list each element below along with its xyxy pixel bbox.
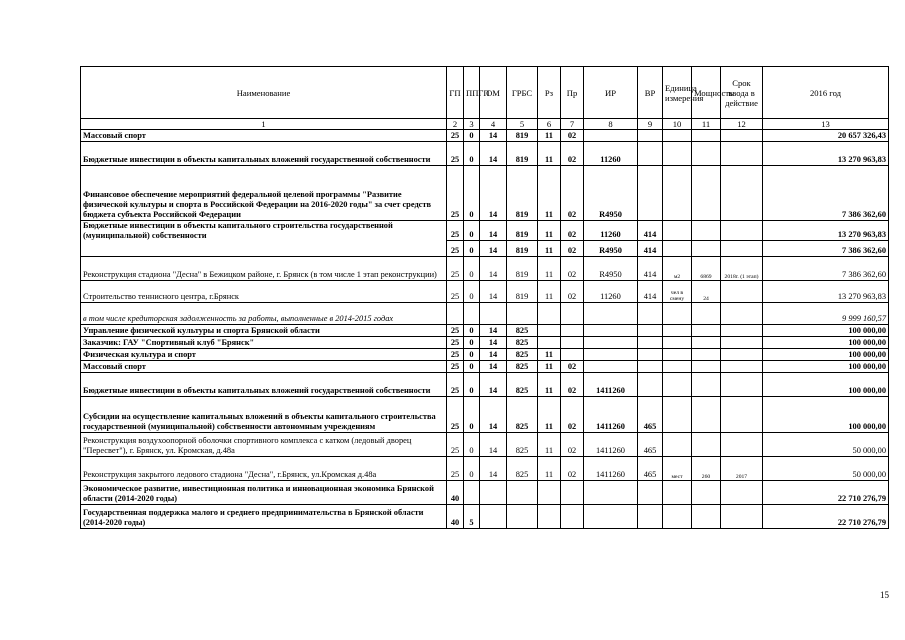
cell-term: [721, 373, 763, 397]
cell-om: 14: [480, 281, 507, 303]
cell-amount: 7 386 362,60: [763, 166, 889, 221]
header-cell: ИР: [584, 67, 638, 119]
column-number-cell: 6: [538, 119, 561, 130]
column-number-cell: 8: [584, 119, 638, 130]
table-row: [81, 257, 889, 281]
row-name: Управление физической культуры и спорта Брянской области: [81, 325, 447, 337]
cell-vr: [638, 325, 663, 337]
cell-pr: 02: [561, 397, 584, 433]
cell-amount: 100 000,00: [763, 337, 889, 349]
row-name: Бюджетные инвестиции в объекты капитального строительства государственной (муниципальной) собственности: [81, 221, 447, 257]
cell-amount: 100 000,00: [763, 349, 889, 361]
table-row: [81, 337, 889, 349]
cell-unit: [663, 241, 692, 257]
row-name: Государственная поддержка малого и среднего предпринимательства в Брянской области (2014-2020 годы): [81, 505, 447, 529]
cell-rz: 11: [538, 281, 561, 303]
cell-ppgp: 0: [464, 281, 480, 303]
cell-pr: [561, 505, 584, 529]
cell-ir: 1411260: [584, 397, 638, 433]
row-name: Экономическое развитие, инвестиционная политика и инновационная экономика Брянской области (2014-2020 годы): [81, 481, 447, 505]
header-cell: ГП: [447, 67, 464, 119]
cell-power: [692, 373, 721, 397]
cell-term: [721, 303, 763, 325]
row-name: Бюджетные инвестиции в объекты капитальных вложений государственной собственности: [81, 373, 447, 397]
cell-grbs: 819: [507, 241, 538, 257]
cell-term: [721, 281, 763, 303]
cell-vr: 414: [638, 221, 663, 241]
cell-amount: 100 000,00: [763, 397, 889, 433]
cell-vr: 414: [638, 257, 663, 281]
cell-ir: [584, 325, 638, 337]
cell-ppgp: 0: [464, 325, 480, 337]
cell-ir: R4950: [584, 241, 638, 257]
cell-unit: [663, 505, 692, 529]
cell-gp: 25: [447, 433, 464, 457]
row-name: Субсидии на осуществление капитальных вложений в объекты капитального строительства государственной (муниципальной) собственности автономным учреждениям: [81, 397, 447, 433]
cell-rz: 11: [538, 257, 561, 281]
cell-pr: [561, 303, 584, 325]
cell-ir: 1411260: [584, 433, 638, 457]
cell-term: [721, 142, 763, 166]
cell-gp: 25: [447, 257, 464, 281]
cell-gp: 25: [447, 373, 464, 397]
cell-power: [692, 142, 721, 166]
cell-pr: 02: [561, 221, 584, 241]
cell-ppgp: 0: [464, 373, 480, 397]
cell-gp: 25: [447, 130, 464, 142]
cell-grbs: [507, 303, 538, 325]
cell-unit: [663, 130, 692, 142]
cell-vr: [638, 349, 663, 361]
table-row: [81, 505, 889, 529]
cell-grbs: 819: [507, 166, 538, 221]
row-name: Финансовое обеспечение мероприятий федеральной целевой программы "Развитие физической культуры и спорта в Российской Федерации на 2016-2020 годы" за счет средств бюджета субъекта Российской Федерации: [81, 166, 447, 221]
cell-unit: м2: [663, 257, 692, 281]
cell-unit: [663, 433, 692, 457]
cell-amount: 100 000,00: [763, 373, 889, 397]
cell-vr: 414: [638, 241, 663, 257]
cell-ir: [584, 337, 638, 349]
column-number-cell: 1: [81, 119, 447, 130]
cell-gp: 25: [447, 349, 464, 361]
cell-pr: 02: [561, 241, 584, 257]
cell-ir: 1411260: [584, 373, 638, 397]
cell-power: [692, 481, 721, 505]
cell-gp: [447, 303, 464, 325]
row-name: Бюджетные инвестиции в объекты капитальных вложений государственной собственности: [81, 142, 447, 166]
row-name: в том числе кредиторская задолженность за работы, выполненные в 2014-2015 годах: [81, 303, 447, 325]
cell-om: 14: [480, 142, 507, 166]
cell-power: [692, 433, 721, 457]
table-row: [81, 457, 889, 481]
cell-grbs: 819: [507, 257, 538, 281]
cell-unit: чел в смену: [663, 281, 692, 303]
cell-unit: [663, 142, 692, 166]
cell-om: 14: [480, 325, 507, 337]
cell-power: 260: [692, 457, 721, 481]
cell-rz: 11: [538, 142, 561, 166]
cell-grbs: 825: [507, 433, 538, 457]
cell-unit: [663, 337, 692, 349]
cell-ppgp: 0: [464, 166, 480, 221]
cell-power: [692, 130, 721, 142]
cell-pr: 02: [561, 142, 584, 166]
cell-ir: [584, 481, 638, 505]
cell-unit: [663, 221, 692, 241]
table-header: [81, 67, 889, 130]
cell-ir: 1411260: [584, 457, 638, 481]
cell-ir: R4950: [584, 257, 638, 281]
cell-om: 14: [480, 130, 507, 142]
cell-pr: 02: [561, 130, 584, 142]
cell-amount: 22 710 276,79: [763, 481, 889, 505]
cell-grbs: 819: [507, 130, 538, 142]
cell-ppgp: 0: [464, 457, 480, 481]
cell-term: [721, 221, 763, 241]
table-row: [81, 221, 889, 241]
table-row: [81, 325, 889, 337]
cell-vr: 465: [638, 433, 663, 457]
cell-term: [721, 397, 763, 433]
cell-ppgp: 0: [464, 142, 480, 166]
cell-ir: R4950: [584, 166, 638, 221]
header-cell: Пр: [561, 67, 584, 119]
cell-vr: 414: [638, 281, 663, 303]
cell-gp: 25: [447, 281, 464, 303]
column-number-cell: 11: [692, 119, 721, 130]
cell-vr: 465: [638, 397, 663, 433]
cell-power: [692, 241, 721, 257]
cell-rz: 11: [538, 349, 561, 361]
cell-amount: 50 000,00: [763, 433, 889, 457]
cell-unit: [663, 481, 692, 505]
header-cell: ППГП: [464, 67, 480, 119]
table-row: [81, 130, 889, 142]
cell-term: [721, 166, 763, 221]
column-number-cell: 12: [721, 119, 763, 130]
cell-ir: [584, 130, 638, 142]
cell-rz: 11: [538, 457, 561, 481]
cell-ppgp: 0: [464, 337, 480, 349]
cell-ir: [584, 505, 638, 529]
header-cell: Мощность: [692, 67, 721, 119]
cell-om: 14: [480, 397, 507, 433]
cell-vr: [638, 505, 663, 529]
cell-term: [721, 505, 763, 529]
table-row: [81, 433, 889, 457]
cell-om: 14: [480, 361, 507, 373]
cell-term: [721, 130, 763, 142]
cell-amount: 100 000,00: [763, 361, 889, 373]
table-row: [81, 349, 889, 361]
header-cell: ГРБС: [507, 67, 538, 119]
cell-rz: [538, 481, 561, 505]
cell-ir: [584, 349, 638, 361]
cell-grbs: [507, 481, 538, 505]
cell-ppgp: 0: [464, 349, 480, 361]
cell-grbs: 825: [507, 349, 538, 361]
cell-amount: 9 999 160,57: [763, 303, 889, 325]
cell-ppgp: 0: [464, 241, 480, 257]
cell-grbs: 825: [507, 397, 538, 433]
cell-vr: [638, 481, 663, 505]
table-row: [81, 373, 889, 397]
cell-term: 2017: [721, 457, 763, 481]
cell-unit: [663, 361, 692, 373]
header-cell: Единица измерения: [663, 67, 692, 119]
cell-amount: 100 000,00: [763, 325, 889, 337]
cell-amount: 22 710 276,79: [763, 505, 889, 529]
cell-amount: 50 000,00: [763, 457, 889, 481]
cell-pr: 02: [561, 433, 584, 457]
cell-term: [721, 481, 763, 505]
cell-vr: [638, 337, 663, 349]
cell-unit: [663, 303, 692, 325]
cell-power: [692, 397, 721, 433]
cell-term: 2018г. (1 этап): [721, 257, 763, 281]
cell-om: 14: [480, 241, 507, 257]
cell-unit: [663, 325, 692, 337]
cell-rz: [538, 303, 561, 325]
cell-grbs: 819: [507, 142, 538, 166]
header-cell: Наименование: [81, 67, 447, 119]
header-cell: Рз: [538, 67, 561, 119]
page-number: 15: [880, 590, 889, 600]
cell-pr: [561, 349, 584, 361]
cell-pr: [561, 481, 584, 505]
cell-om: [480, 481, 507, 505]
cell-ir: 11260: [584, 221, 638, 241]
row-name: Строительство теннисного центра, г.Брянск: [81, 281, 447, 303]
cell-power: [692, 349, 721, 361]
cell-pr: [561, 325, 584, 337]
cell-rz: [538, 337, 561, 349]
cell-ppgp: 0: [464, 130, 480, 142]
column-number-cell: 5: [507, 119, 538, 130]
cell-power: [692, 221, 721, 241]
cell-grbs: 825: [507, 373, 538, 397]
cell-ppgp: [464, 303, 480, 325]
cell-gp: 40: [447, 505, 464, 529]
cell-om: 14: [480, 349, 507, 361]
cell-om: 14: [480, 257, 507, 281]
cell-rz: 11: [538, 397, 561, 433]
row-name: Физическая культура и спорт: [81, 349, 447, 361]
cell-amount: 13 270 963,83: [763, 221, 889, 241]
cell-gp: 25: [447, 221, 464, 241]
cell-rz: 11: [538, 373, 561, 397]
cell-rz: [538, 505, 561, 529]
cell-vr: [638, 166, 663, 221]
cell-om: 14: [480, 337, 507, 349]
cell-grbs: [507, 505, 538, 529]
header-cell: Срок ввода в действие: [721, 67, 763, 119]
cell-unit: [663, 349, 692, 361]
column-number-cell: 2: [447, 119, 464, 130]
cell-ir: [584, 361, 638, 373]
cell-rz: 11: [538, 361, 561, 373]
row-name: Реконструкция воздухоопорной оболочки спортивного комплекса с катком (ледовый дворец "Пересвет"), г. Брянск, ул. Кромская, д.48а: [81, 433, 447, 457]
cell-term: [721, 241, 763, 257]
table-row: [81, 281, 889, 303]
cell-pr: 02: [561, 457, 584, 481]
cell-power: [692, 361, 721, 373]
cell-om: 14: [480, 457, 507, 481]
cell-vr: [638, 142, 663, 166]
cell-pr: 02: [561, 257, 584, 281]
cell-om: 14: [480, 166, 507, 221]
cell-ppgp: 0: [464, 221, 480, 241]
table-body: [81, 130, 889, 529]
header-cell: ВР: [638, 67, 663, 119]
cell-vr: [638, 303, 663, 325]
table-row: [81, 142, 889, 166]
cell-power: [692, 166, 721, 221]
cell-power: [692, 337, 721, 349]
cell-power: [692, 303, 721, 325]
cell-ppgp: [464, 481, 480, 505]
budget-table: [80, 66, 889, 529]
column-number-cell: 10: [663, 119, 692, 130]
cell-ppgp: 0: [464, 397, 480, 433]
cell-amount: 20 657 326,43: [763, 130, 889, 142]
cell-pr: 02: [561, 373, 584, 397]
cell-vr: [638, 361, 663, 373]
cell-grbs: 819: [507, 281, 538, 303]
cell-gp: 25: [447, 142, 464, 166]
cell-ir: [584, 303, 638, 325]
cell-grbs: 825: [507, 361, 538, 373]
cell-term: [721, 361, 763, 373]
cell-term: [721, 349, 763, 361]
cell-term: [721, 337, 763, 349]
cell-gp: 25: [447, 397, 464, 433]
cell-gp: 25: [447, 325, 464, 337]
cell-unit: [663, 373, 692, 397]
cell-rz: 11: [538, 241, 561, 257]
table-row: [81, 166, 889, 221]
cell-power: 24: [692, 281, 721, 303]
row-name: Реконструкция закрытого ледового стадиона "Десна", г.Брянск, ул.Кромская д.48а: [81, 457, 447, 481]
cell-pr: [561, 337, 584, 349]
cell-amount: 13 270 963,83: [763, 142, 889, 166]
cell-ir: 11260: [584, 142, 638, 166]
column-number-cell: 7: [561, 119, 584, 130]
row-name: Массовый спорт: [81, 361, 447, 373]
cell-pr: 02: [561, 361, 584, 373]
cell-om: 14: [480, 221, 507, 241]
header-row: [81, 67, 889, 119]
cell-ppgp: 0: [464, 361, 480, 373]
cell-pr: 02: [561, 166, 584, 221]
table-row: [81, 361, 889, 373]
cell-grbs: 819: [507, 221, 538, 241]
cell-ppgp: 0: [464, 257, 480, 281]
column-number-cell: 9: [638, 119, 663, 130]
row-name: Реконструкция стадиона "Десна" в Бежицком районе, г. Брянск (в том числе 1 этап реконструкции): [81, 257, 447, 281]
cell-pr: 02: [561, 281, 584, 303]
column-number-cell: 3: [464, 119, 480, 130]
cell-power: [692, 325, 721, 337]
cell-om: [480, 505, 507, 529]
cell-gp: 25: [447, 361, 464, 373]
cell-gp: 25: [447, 166, 464, 221]
cell-term: [721, 325, 763, 337]
cell-rz: 11: [538, 433, 561, 457]
cell-grbs: 825: [507, 337, 538, 349]
cell-gp: 25: [447, 241, 464, 257]
cell-rz: 11: [538, 166, 561, 221]
cell-unit: мест: [663, 457, 692, 481]
cell-gp: 25: [447, 457, 464, 481]
row-name: Заказчик: ГАУ "Спортивный клуб "Брянск": [81, 337, 447, 349]
header-cell: 2016 год: [763, 67, 889, 119]
table-row: [81, 303, 889, 325]
cell-gp: 25: [447, 337, 464, 349]
cell-ir: 11260: [584, 281, 638, 303]
cell-om: [480, 303, 507, 325]
cell-om: 14: [480, 373, 507, 397]
cell-amount: 7 386 362,60: [763, 241, 889, 257]
cell-unit: [663, 166, 692, 221]
cell-ppgp: 0: [464, 433, 480, 457]
cell-grbs: 825: [507, 325, 538, 337]
cell-vr: [638, 373, 663, 397]
row-name: Массовый спорт: [81, 130, 447, 142]
cell-rz: 11: [538, 130, 561, 142]
cell-amount: 13 270 963,83: [763, 281, 889, 303]
cell-rz: [538, 325, 561, 337]
cell-vr: [638, 130, 663, 142]
table-row: [81, 397, 889, 433]
cell-rz: 11: [538, 221, 561, 241]
cell-term: [721, 433, 763, 457]
column-number-cell: 4: [480, 119, 507, 130]
header-cell: ОМ: [480, 67, 507, 119]
cell-power: 6869: [692, 257, 721, 281]
cell-om: 14: [480, 433, 507, 457]
cell-gp: 40: [447, 481, 464, 505]
cell-unit: [663, 397, 692, 433]
table-row: [81, 481, 889, 505]
cell-power: [692, 505, 721, 529]
cell-ppgp: 5: [464, 505, 480, 529]
column-number-row: [81, 119, 889, 130]
cell-amount: 7 386 362,60: [763, 257, 889, 281]
column-number-cell: 13: [763, 119, 889, 130]
cell-grbs: 825: [507, 457, 538, 481]
cell-vr: 465: [638, 457, 663, 481]
